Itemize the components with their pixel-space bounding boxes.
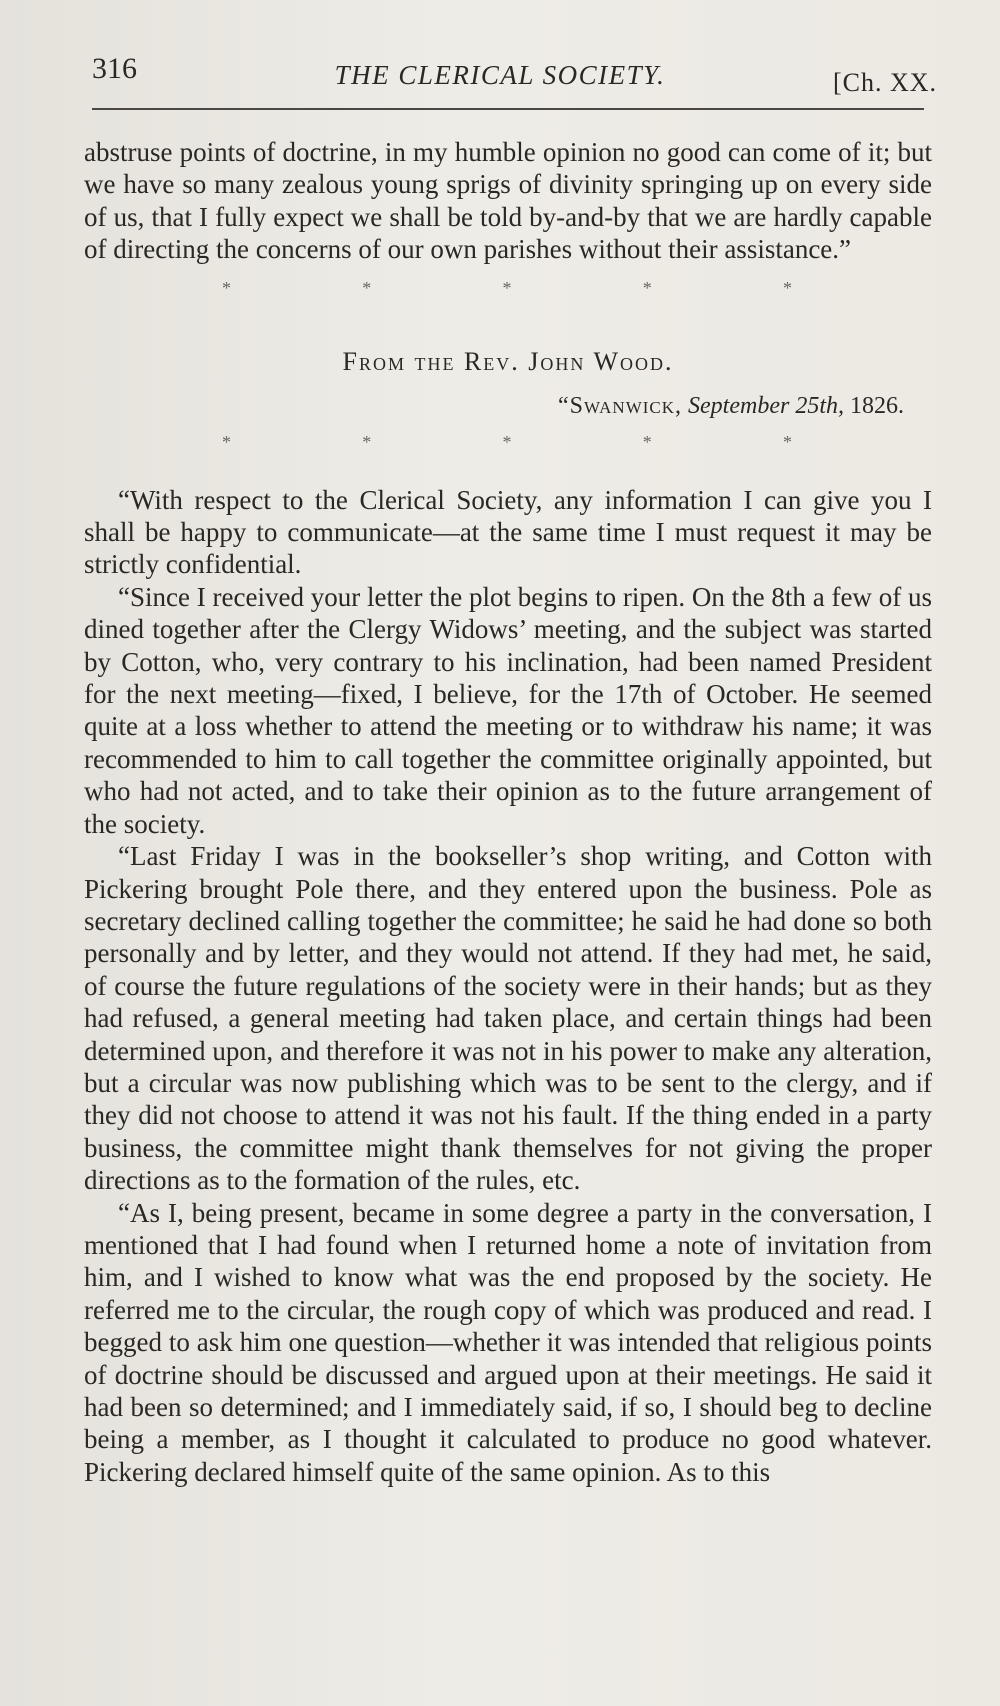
asterisk: *: [502, 431, 512, 452]
asterisk: *: [362, 277, 372, 298]
asterisk: *: [642, 277, 652, 298]
section-break-asterisks: [222, 272, 792, 308]
asterisk: *: [502, 277, 512, 298]
asterisk: *: [783, 277, 792, 298]
letter-paragraph: “With respect to the Clerical Society, any information I can give you I shall be happy to communicate—at the same time I must request it may be strictly confidential.: [84, 484, 932, 580]
asterisk: *: [783, 431, 792, 452]
header-rule: [92, 108, 924, 110]
letter-dateline: [84, 390, 904, 426]
letter-paragraph: “Since I received your letter the plot begins to ripen. On the 8th a few of us dined together after the Clergy Widows’ meeting, and the subject was started by Cotton, who, very contrary to his inclination, had been named President for the next meeting—fixed, I believe, for the 17th of October. He seemed quite at a loss whether to attend the meeting or to withdraw his name; it was recommended to him to call together the committee originally appointed, but who had not acted, and to take their opinion as to the future arrangement of the society.: [84, 581, 932, 839]
letter-paragraph: “As I, being present, became in some degree a party in the conversation, I mentioned that I had found when I returned home a note of invitation from him, and I wished to know what was the end proposed by the society. He referred me to the circular, the rough copy of which was produced and read. I begged to ask him one question—whether it was intended that religious points of doctrine should be discussed and argued upon at their meetings. He said it had been so determined; and I immediately said, if so, I should beg to decline being a member, as I thought it calculated to produce no good whatever. Pickering declared himself quite of the same opinion. As to this: [84, 1197, 932, 1487]
page-body: [84, 136, 932, 1488]
letter-heading: From the Rev. John Wood.: [342, 346, 674, 376]
chapter-reference: [Ch. XX.: [833, 68, 938, 97]
asterisk: *: [642, 431, 652, 452]
running-title: THE CLERICAL SOCIETY.: [334, 60, 666, 90]
dateline-year: 1826.: [850, 392, 904, 419]
page-number: 316: [92, 52, 137, 85]
section-break-asterisks: [222, 426, 792, 484]
asterisk: *: [222, 431, 231, 452]
asterisk: *: [362, 431, 372, 452]
dateline-place: “Swanwick,: [557, 392, 683, 419]
asterisk: *: [222, 277, 231, 298]
letter-paragraph: “Last Friday I was in the bookseller’s shop writing, and Cotton with Pickering brought Pole there, and they entered upon the business. Pole as secretary declined calling together the committee; he said he had done so both personally and by letter, and they would not attend. If they had met, he said, of course the future regulations of the society were in their hands; but as they had refused, a general meeting had taken place, and certain things had been determined upon, and therefore it was not in his power to make any alteration, but a circular was now publishing which was to be sent to the clergy, and if they did not choose to attend it was not his fault. If the thing ended in a party business, the committee might thank themselves for not giving the proper directions as to the formation of the rules, etc.: [84, 841, 932, 1196]
dateline-date: September 25th,: [688, 392, 844, 419]
page-header: [0, 0, 1000, 120]
continued-paragraph: abstruse points of doctrine, in my humble opinion no good can come of it; but we have so many zealous young sprigs of divinity springing up on every side of us, that I fully expect we shall be told by-and-by that we are hardly capable of directing the concerns of our own parishes without their assistance.”: [84, 137, 932, 265]
